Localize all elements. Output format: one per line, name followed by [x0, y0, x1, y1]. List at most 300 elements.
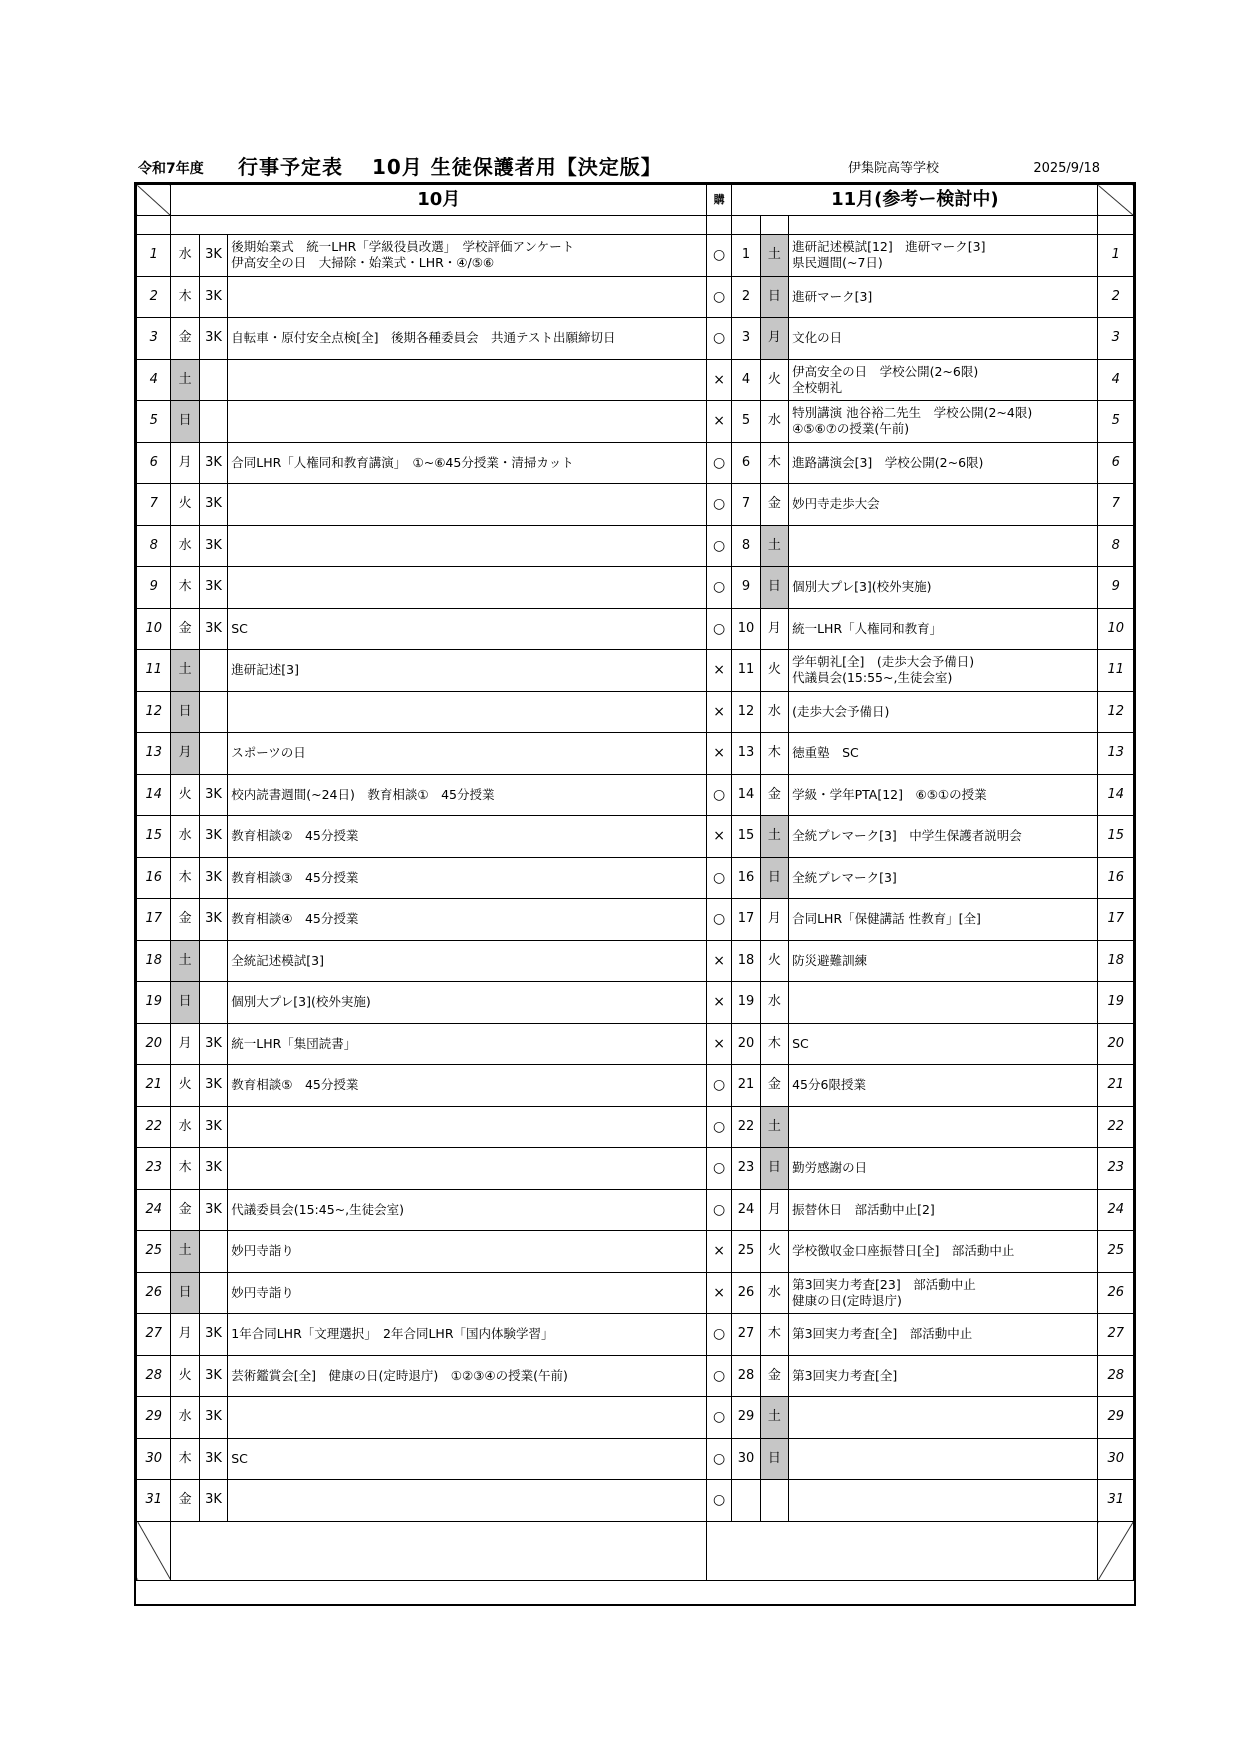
- nov-day-number: 19: [732, 982, 760, 1024]
- day-number-right: 27: [1098, 1314, 1134, 1356]
- oct-grade-class: [199, 1272, 227, 1314]
- nov-weekday: 木: [760, 1314, 788, 1356]
- nov-weekday: 日: [760, 567, 788, 609]
- day-number-right: 5: [1098, 401, 1134, 443]
- day-number-right: 8: [1098, 525, 1134, 567]
- nov-day-number: 4: [732, 359, 760, 401]
- purchase-mark: ×: [706, 733, 731, 775]
- oct-weekday: 木: [171, 1148, 199, 1190]
- nov-day-number: 26: [732, 1272, 760, 1314]
- day-number: 15: [137, 816, 171, 858]
- oct-event: スポーツの日: [228, 733, 707, 775]
- oct-grade-class: [199, 733, 227, 775]
- day-number: 27: [137, 1314, 171, 1356]
- nov-day-number: 29: [732, 1397, 760, 1439]
- purchase-mark: ○: [706, 1397, 731, 1439]
- day-number-right: 25: [1098, 1231, 1134, 1273]
- day-number: 17: [137, 899, 171, 941]
- day-number: 13: [137, 733, 171, 775]
- oct-grade-class: 3K: [199, 1106, 227, 1148]
- nov-weekday: 月: [760, 899, 788, 941]
- oct-grade-class: 3K: [199, 318, 227, 360]
- day-number: 6: [137, 442, 171, 484]
- oct-grade-class: 3K: [199, 484, 227, 526]
- oct-grade-class: 3K: [199, 774, 227, 816]
- purchase-mark: ○: [706, 899, 731, 941]
- oct-event: [228, 484, 707, 526]
- nov-day-number: 3: [732, 318, 760, 360]
- nov-day-number: 27: [732, 1314, 760, 1356]
- day-row: [137, 816, 1134, 858]
- nov-day-number: 16: [732, 857, 760, 899]
- day-number: 4: [137, 359, 171, 401]
- nov-weekday: 水: [760, 691, 788, 733]
- nov-day-number: 22: [732, 1106, 760, 1148]
- oct-event: [228, 1106, 707, 1148]
- purchase-mark: ○: [706, 857, 731, 899]
- nov-weekday: 火: [760, 940, 788, 982]
- nov-weekday: 木: [760, 1023, 788, 1065]
- nov-day-number: 5: [732, 401, 760, 443]
- purchase-mark: ○: [706, 484, 731, 526]
- day-row: [137, 1397, 1134, 1439]
- oct-weekday: 水: [171, 1397, 199, 1439]
- oct-grade-class: 3K: [199, 1438, 227, 1480]
- oct-weekday: 水: [171, 1106, 199, 1148]
- nov-day-number: 15: [732, 816, 760, 858]
- day-row: [137, 276, 1134, 318]
- nov-weekday: 金: [760, 1065, 788, 1107]
- nov-day-number: 20: [732, 1023, 760, 1065]
- oct-grade-class: 3K: [199, 276, 227, 318]
- nov-day-number: 2: [732, 276, 760, 318]
- nov-event: 妙円寺走歩大会: [789, 484, 1098, 526]
- nov-weekday: 木: [760, 733, 788, 775]
- fiscal-year: 令和7年度: [138, 161, 204, 177]
- purchase-mark: ×: [706, 940, 731, 982]
- purchase-mark: ○: [706, 1438, 731, 1480]
- day-number-right: 6: [1098, 442, 1134, 484]
- day-number: 19: [137, 982, 171, 1024]
- day-number: 10: [137, 608, 171, 650]
- nov-weekday: 木: [760, 442, 788, 484]
- day-number: 14: [137, 774, 171, 816]
- day-number: 16: [137, 857, 171, 899]
- nov-weekday: 月: [760, 1189, 788, 1231]
- oct-event: 合同LHR「人権同和教育講演」 ①~⑥45分授業・清掃カット: [228, 442, 707, 484]
- day-number-right: 19: [1098, 982, 1134, 1024]
- oct-weekday: 日: [171, 1272, 199, 1314]
- oct-grade-class: [199, 359, 227, 401]
- footer-left: [171, 1521, 707, 1580]
- nov-day-number: 9: [732, 567, 760, 609]
- day-number: 1: [137, 235, 171, 277]
- day-number: 7: [137, 484, 171, 526]
- purchase-mark: ○: [706, 1189, 731, 1231]
- nov-event: [789, 1106, 1098, 1148]
- nov-day-number: 25: [732, 1231, 760, 1273]
- nov-event: 伊高安全の日 学校公開(2~6限) 全校朝礼: [789, 359, 1098, 401]
- day-row: [137, 650, 1134, 692]
- day-number: 5: [137, 401, 171, 443]
- nov-weekday: 日: [760, 1438, 788, 1480]
- oct-event: SC: [228, 1438, 707, 1480]
- nov-event: 第3回実力考査[23] 部活動中止 健康の日(定時退庁): [789, 1272, 1098, 1314]
- purchase-mark: ○: [706, 318, 731, 360]
- oct-event: 教育相談③ 45分授業: [228, 857, 707, 899]
- oct-weekday: 木: [171, 276, 199, 318]
- oct-grade-class: 3K: [199, 1480, 227, 1522]
- nov-event: [789, 1480, 1098, 1522]
- oct-event: [228, 567, 707, 609]
- oct-weekday: 月: [171, 733, 199, 775]
- nov-event: 個別大プレ[3](校外実施): [789, 567, 1098, 609]
- day-row: [137, 442, 1134, 484]
- school-name: 伊集院高等学校: [848, 161, 940, 176]
- oct-weekday: 金: [171, 899, 199, 941]
- oct-event: [228, 1480, 707, 1522]
- nov-event: 全統プレマーク[3]: [789, 857, 1098, 899]
- nov-weekday: 日: [760, 276, 788, 318]
- oct-weekday: 日: [171, 982, 199, 1024]
- day-row: [137, 857, 1134, 899]
- oct-event: 統一LHR「集団読書」: [228, 1023, 707, 1065]
- purchase-mark: ○: [706, 1314, 731, 1356]
- day-number: 20: [137, 1023, 171, 1065]
- corner-cell-right: [1098, 185, 1134, 216]
- nov-weekday: 土: [760, 525, 788, 567]
- oct-event: 教育相談⑤ 45分授業: [228, 1065, 707, 1107]
- oct-event: 校内読書週間(~24日) 教育相談① 45分授業: [228, 774, 707, 816]
- nov-weekday: 水: [760, 982, 788, 1024]
- day-number: 9: [137, 567, 171, 609]
- day-number-right: 7: [1098, 484, 1134, 526]
- oct-weekday: 木: [171, 857, 199, 899]
- oct-grade-class: 3K: [199, 857, 227, 899]
- nov-event: 進研マーク[3]: [789, 276, 1098, 318]
- day-row: [137, 1023, 1134, 1065]
- day-row: [137, 940, 1134, 982]
- purchase-mark: ○: [706, 1355, 731, 1397]
- oct-grade-class: [199, 650, 227, 692]
- purchase-mark: ×: [706, 1231, 731, 1273]
- oct-weekday: 火: [171, 1065, 199, 1107]
- schedule-frame: [134, 182, 1136, 1606]
- day-row: [137, 774, 1134, 816]
- nov-weekday: [760, 1480, 788, 1522]
- oct-event: 芸術鑑賞会[全] 健康の日(定時退庁) ①②③④の授業(午前): [228, 1355, 707, 1397]
- nov-day-number: 13: [732, 733, 760, 775]
- oct-event: [228, 359, 707, 401]
- day-number: 2: [137, 276, 171, 318]
- nov-weekday: 土: [760, 235, 788, 277]
- day-number: 28: [137, 1355, 171, 1397]
- oct-grade-class: 3K: [199, 525, 227, 567]
- oct-grade-class: 3K: [199, 899, 227, 941]
- oct-weekday: 水: [171, 235, 199, 277]
- day-row: [137, 235, 1134, 277]
- document-header: [138, 150, 1100, 180]
- oct-weekday: 木: [171, 567, 199, 609]
- oct-grade-class: 3K: [199, 1023, 227, 1065]
- nov-event: 特別講演 池谷裕二先生 学校公開(2~4限) ④⑤⑥⑦の授業(午前): [789, 401, 1098, 443]
- october-header: 10月: [171, 185, 707, 216]
- day-number-right: 30: [1098, 1438, 1134, 1480]
- purchase-mark: ○: [706, 235, 731, 277]
- oct-grade-class: 3K: [199, 1065, 227, 1107]
- oct-grade-class: 3K: [199, 816, 227, 858]
- oct-event: [228, 1148, 707, 1190]
- oct-weekday: 月: [171, 1023, 199, 1065]
- purchase-mark: ○: [706, 442, 731, 484]
- day-number-right: 10: [1098, 608, 1134, 650]
- day-row: [137, 1189, 1134, 1231]
- oct-grade-class: 3K: [199, 1355, 227, 1397]
- purchase-mark: ×: [706, 650, 731, 692]
- day-row: [137, 1231, 1134, 1273]
- day-row: [137, 484, 1134, 526]
- day-number-right: 26: [1098, 1272, 1134, 1314]
- footer-row: [137, 1521, 1134, 1580]
- nov-event: [789, 1438, 1098, 1480]
- day-number-right: 17: [1098, 899, 1134, 941]
- nov-weekday: 日: [760, 857, 788, 899]
- nov-weekday: 土: [760, 816, 788, 858]
- nov-event: 防災避難訓練: [789, 940, 1098, 982]
- day-number-right: 4: [1098, 359, 1134, 401]
- day-row: [137, 1314, 1134, 1356]
- nov-event: 進路講演会[3] 学校公開(2~6限): [789, 442, 1098, 484]
- nov-event: 第3回実力考査[全]: [789, 1355, 1098, 1397]
- nov-event: [789, 525, 1098, 567]
- nov-event: 第3回実力考査[全] 部活動中止: [789, 1314, 1098, 1356]
- oct-event: 妙円寺詣り: [228, 1272, 707, 1314]
- corner-cell-left: [137, 185, 171, 216]
- oct-event: [228, 525, 707, 567]
- nov-day-number: 23: [732, 1148, 760, 1190]
- day-number: 8: [137, 525, 171, 567]
- day-number-right: 18: [1098, 940, 1134, 982]
- purchase-mark: ×: [706, 1272, 731, 1314]
- nov-weekday: 火: [760, 1231, 788, 1273]
- nov-day-number: 24: [732, 1189, 760, 1231]
- day-number-right: 31: [1098, 1480, 1134, 1522]
- nov-event: 45分6限授業: [789, 1065, 1098, 1107]
- oct-weekday: 土: [171, 650, 199, 692]
- nov-day-number: 14: [732, 774, 760, 816]
- november-header: 11月(参考ー検討中): [732, 185, 1098, 216]
- purchase-mark: ○: [706, 567, 731, 609]
- purchase-mark: ×: [706, 691, 731, 733]
- purchase-mark: ○: [706, 774, 731, 816]
- nov-event: [789, 1397, 1098, 1439]
- day-number-right: 1: [1098, 235, 1134, 277]
- day-number-right: 13: [1098, 733, 1134, 775]
- oct-weekday: 金: [171, 608, 199, 650]
- day-number-right: 23: [1098, 1148, 1134, 1190]
- footer-right: [706, 1521, 1097, 1580]
- nov-event: 学校徴収金口座振替日[全] 部活動中止: [789, 1231, 1098, 1273]
- nov-day-number: [732, 1480, 760, 1522]
- oct-weekday: 火: [171, 1355, 199, 1397]
- day-row: [137, 567, 1134, 609]
- oct-weekday: 土: [171, 359, 199, 401]
- nov-event: [789, 982, 1098, 1024]
- nov-weekday: 月: [760, 608, 788, 650]
- oct-weekday: 土: [171, 1231, 199, 1273]
- day-number: 30: [137, 1438, 171, 1480]
- nov-day-number: 18: [732, 940, 760, 982]
- nov-event: 統一LHR「人権同和教育」: [789, 608, 1098, 650]
- oct-weekday: 月: [171, 442, 199, 484]
- oct-event: 教育相談② 45分授業: [228, 816, 707, 858]
- nov-weekday: 水: [760, 1272, 788, 1314]
- day-number-right: 21: [1098, 1065, 1134, 1107]
- nov-day-number: 10: [732, 608, 760, 650]
- nov-day-number: 21: [732, 1065, 760, 1107]
- day-row: [137, 608, 1134, 650]
- day-row: [137, 359, 1134, 401]
- purchase-mark: ○: [706, 276, 731, 318]
- oct-weekday: 水: [171, 816, 199, 858]
- nov-day-number: 11: [732, 650, 760, 692]
- oct-grade-class: [199, 1231, 227, 1273]
- day-number-right: 2: [1098, 276, 1134, 318]
- day-row: [137, 691, 1134, 733]
- oct-grade-class: 3K: [199, 1397, 227, 1439]
- nov-event: SC: [789, 1023, 1098, 1065]
- purchase-mark: ○: [706, 1106, 731, 1148]
- purchase-mark: ×: [706, 359, 731, 401]
- day-row: [137, 1106, 1134, 1148]
- nov-event: 勤労感謝の日: [789, 1148, 1098, 1190]
- day-number-right: 24: [1098, 1189, 1134, 1231]
- purchase-mark: ×: [706, 401, 731, 443]
- nov-weekday: 金: [760, 1355, 788, 1397]
- oct-event: [228, 276, 707, 318]
- day-number: 29: [137, 1397, 171, 1439]
- oct-weekday: 金: [171, 318, 199, 360]
- oct-event: 自転車・原付安全点検[全] 後期各種委員会 共通テスト出願締切日: [228, 318, 707, 360]
- day-number: 3: [137, 318, 171, 360]
- day-number: 12: [137, 691, 171, 733]
- nov-event: (走歩大会予備日): [789, 691, 1098, 733]
- oct-grade-class: 3K: [199, 608, 227, 650]
- day-row: [137, 1355, 1134, 1397]
- nov-day-number: 17: [732, 899, 760, 941]
- purchase-mark: ○: [706, 525, 731, 567]
- day-row: [137, 982, 1134, 1024]
- nov-event: 全統プレマーク[3] 中学生保護者説明会: [789, 816, 1098, 858]
- oct-event: [228, 691, 707, 733]
- oct-grade-class: 3K: [199, 235, 227, 277]
- oct-event: 教育相談④ 45分授業: [228, 899, 707, 941]
- nov-weekday: 火: [760, 359, 788, 401]
- nov-day-number: 28: [732, 1355, 760, 1397]
- day-row: [137, 899, 1134, 941]
- day-number: 18: [137, 940, 171, 982]
- oct-event: 妙円寺詣り: [228, 1231, 707, 1273]
- nov-weekday: 月: [760, 318, 788, 360]
- day-number-right: 29: [1098, 1397, 1134, 1439]
- day-number: 24: [137, 1189, 171, 1231]
- nov-weekday: 金: [760, 484, 788, 526]
- day-row: [137, 1480, 1134, 1522]
- day-number-right: 22: [1098, 1106, 1134, 1148]
- nov-weekday: 火: [760, 650, 788, 692]
- corner-cell-bottom-right: [1098, 1521, 1134, 1580]
- nov-weekday: 日: [760, 1148, 788, 1190]
- page-title: 行事予定表 10月 生徒保護者用【決定版】: [238, 155, 662, 179]
- nov-day-number: 30: [732, 1438, 760, 1480]
- oct-grade-class: 3K: [199, 1148, 227, 1190]
- oct-grade-class: [199, 982, 227, 1024]
- purchase-mark: ×: [706, 982, 731, 1024]
- day-number-right: 3: [1098, 318, 1134, 360]
- header-spacer-row: [137, 216, 1134, 235]
- day-number-right: 15: [1098, 816, 1134, 858]
- day-number-right: 12: [1098, 691, 1134, 733]
- oct-grade-class: 3K: [199, 1189, 227, 1231]
- purchase-mark: ×: [706, 1023, 731, 1065]
- oct-event: SC: [228, 608, 707, 650]
- day-row: [137, 318, 1134, 360]
- oct-weekday: 金: [171, 1189, 199, 1231]
- nov-weekday: 水: [760, 401, 788, 443]
- oct-event: 後期始業式 統一LHR「学級役員改選」 学校評価アンケート 伊高安全の日 大掃除・始業式・LHR・④/⑤⑥: [228, 235, 707, 277]
- nov-day-number: 6: [732, 442, 760, 484]
- corner-cell-bottom-left: [137, 1521, 171, 1580]
- purchase-mark: ○: [706, 1148, 731, 1190]
- nov-weekday: 土: [760, 1397, 788, 1439]
- day-row: [137, 401, 1134, 443]
- oct-weekday: 土: [171, 940, 199, 982]
- nov-event: 振替休日 部活動中止[2]: [789, 1189, 1098, 1231]
- purchase-mark: ×: [706, 816, 731, 858]
- oct-event: [228, 401, 707, 443]
- day-number: 26: [137, 1272, 171, 1314]
- day-number: 22: [137, 1106, 171, 1148]
- day-number: 31: [137, 1480, 171, 1522]
- issue-date: 2025/9/18: [1033, 161, 1100, 176]
- day-number-right: 16: [1098, 857, 1134, 899]
- day-number-right: 20: [1098, 1023, 1134, 1065]
- day-row: [137, 1065, 1134, 1107]
- oct-weekday: 水: [171, 525, 199, 567]
- oct-grade-class: 3K: [199, 442, 227, 484]
- nov-event: 進研記述模試[12] 進研マーク[3] 県民週間(~7日): [789, 235, 1098, 277]
- oct-grade-class: [199, 691, 227, 733]
- nov-weekday: 金: [760, 774, 788, 816]
- nov-day-number: 1: [732, 235, 760, 277]
- oct-weekday: 日: [171, 401, 199, 443]
- oct-weekday: 火: [171, 774, 199, 816]
- nov-weekday: 土: [760, 1106, 788, 1148]
- oct-weekday: 火: [171, 484, 199, 526]
- day-row: [137, 1438, 1134, 1480]
- nov-event: 合同LHR「保健講話 性教育」[全]: [789, 899, 1098, 941]
- oct-grade-class: 3K: [199, 567, 227, 609]
- day-number: 11: [137, 650, 171, 692]
- oct-weekday: 日: [171, 691, 199, 733]
- oct-event: 代議委員会(15:45~,生徒会室): [228, 1189, 707, 1231]
- day-row: [137, 1272, 1134, 1314]
- nov-event: 学年朝礼[全] (走歩大会予備日) 代議員会(15:55~,生徒会室): [789, 650, 1098, 692]
- day-row: [137, 1148, 1134, 1190]
- day-number-right: 28: [1098, 1355, 1134, 1397]
- oct-grade-class: [199, 940, 227, 982]
- day-number-right: 14: [1098, 774, 1134, 816]
